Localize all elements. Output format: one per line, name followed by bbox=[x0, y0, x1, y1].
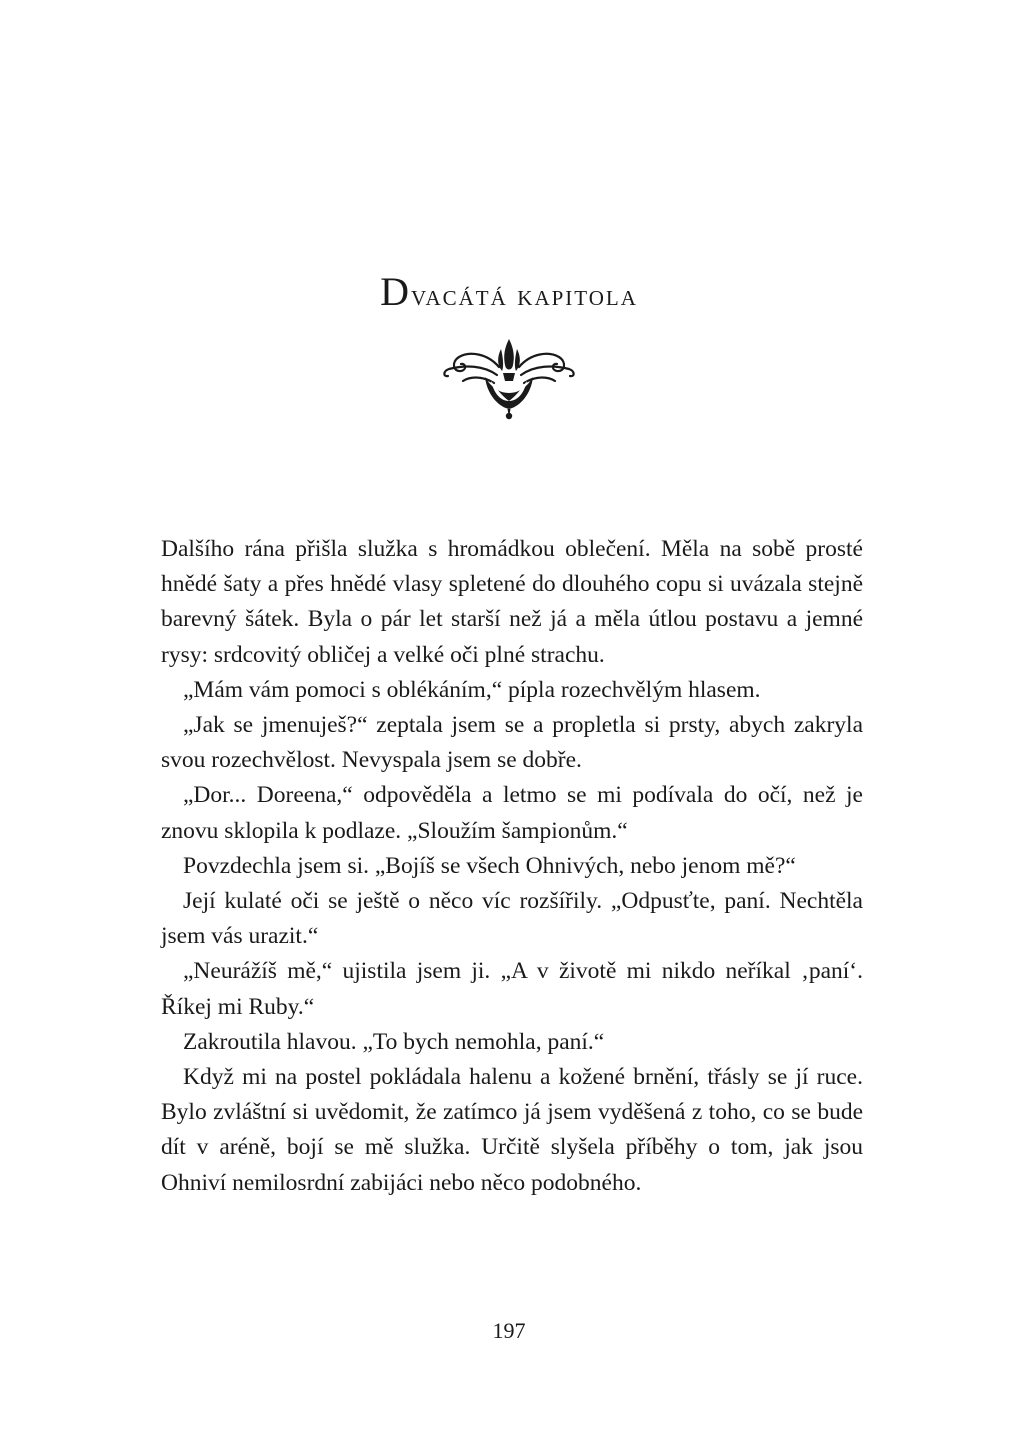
page-number: 197 bbox=[492, 1318, 526, 1343]
paragraph: Zakroutila hlavou. „To bych nemohla, paní.“ bbox=[183, 1028, 605, 1055]
paragraph: „Neurážíš mě,“ ujistila jsem ji. „A v životě mi nikdo neříkal ‚paní‘. Říkej mi Ruby.“ bbox=[161, 958, 863, 1020]
paragraph: Dalšího rána přišla služka s hromádkou oblečení. Měla na sobě prosté hnědé šaty a přes hnědé vlasy spletené do dlouhého copu si uvázala stejně barevný šátek. Byla o pár let starší než já a měla útlou postavu a jemné rysy: srdcovitý obličej a velké oči plné strachu. bbox=[161, 536, 863, 668]
chapter-title-rest: vacátá kapitola bbox=[410, 279, 638, 312]
paragraph: „Jak se jmenuješ?“ zeptala jsem se a propletla si prsty, abych zakryla svou rozechvělost. Nevyspala jsem se dobře. bbox=[161, 712, 863, 774]
paragraph: „Mám vám pomoci s oblékáním,“ pípla rozechvělým hlasem. bbox=[183, 676, 761, 703]
paragraph: „Dor... Doreena,“ odpověděla a letmo se mi podívala do očí, než je znovu sklopila k podlaze. „Sloužím šampionům.“ bbox=[161, 782, 863, 844]
chapter-body bbox=[161, 532, 863, 1201]
paragraph: Povzdechla jsem si. „Bojíš se všech Ohnivých, nebo jenom mě?“ bbox=[183, 852, 796, 879]
chapter-title bbox=[0, 268, 1018, 315]
fleuron-icon bbox=[439, 335, 579, 420]
paragraph: Když mi na postel pokládala halenu a kožené brnění, třásly se jí ruce. Bylo zvláštní si uvědomit, že zatímco já jsem vyděšená z toho, co se bude dít v aréně, bojí se mě služka. Určitě slyšela příběhy o tom, jak jsou Ohniví nemilosrdní zabijáci nebo něco podobného. bbox=[161, 1064, 863, 1196]
chapter-title-initial: D bbox=[380, 269, 411, 314]
paragraph: Její kulaté oči se ještě o něco víc rozšířily. „Odpusťte, paní. Nechtěla jsem vás urazit.“ bbox=[161, 888, 863, 950]
